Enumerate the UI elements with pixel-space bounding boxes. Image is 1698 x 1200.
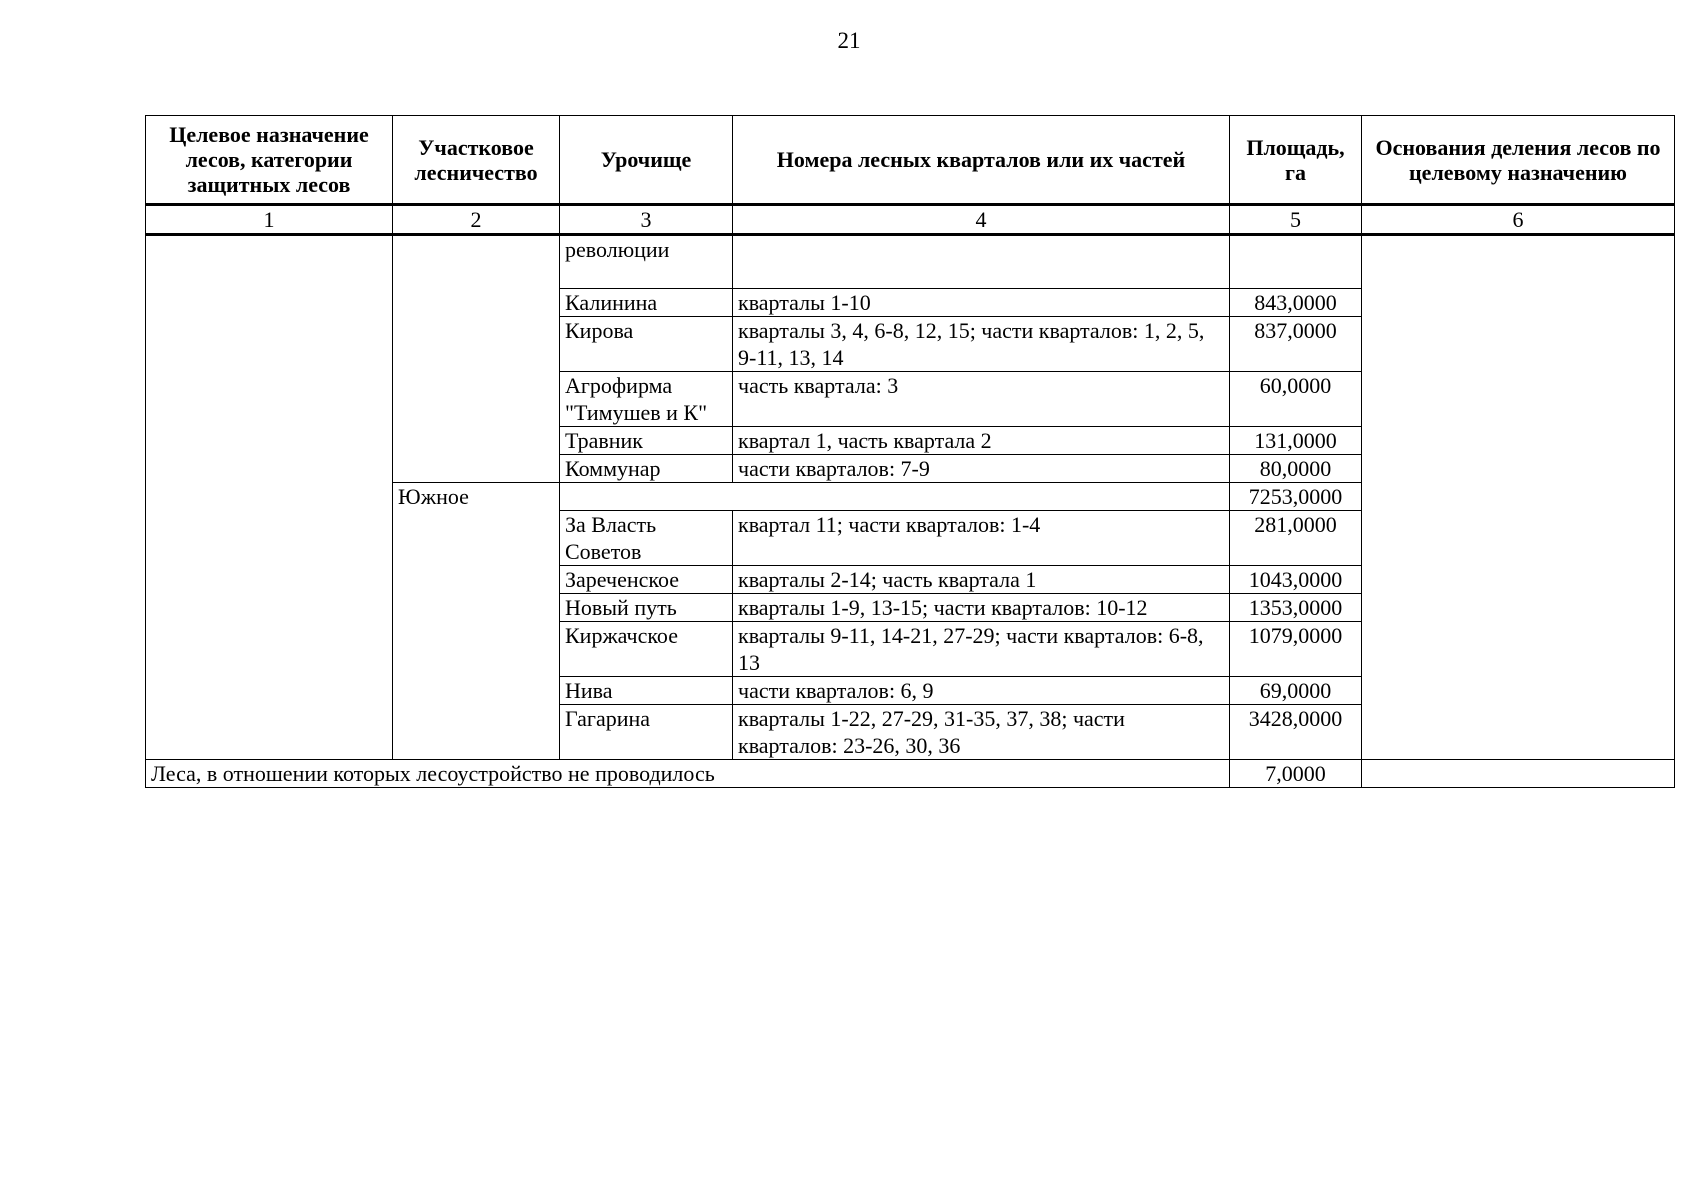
total-row <box>146 760 1675 788</box>
header-row <box>146 116 1675 205</box>
tract-cell: Зареченское <box>560 566 733 594</box>
purpose-cell <box>146 235 393 760</box>
quarters-cell: кварталы 3, 4, 6-8, 12, 15; части кварталов: 1, 2, 5, 9-11, 13, 14 <box>733 317 1230 372</box>
tract-cell: Агрофирма "Тимушев и К" <box>560 372 733 427</box>
column-number: 5 <box>1230 205 1362 235</box>
tract-cell: Калинина <box>560 289 733 317</box>
quarters-cell <box>733 235 1230 289</box>
area-cell: 69,0000 <box>1230 677 1362 705</box>
area-cell: 60,0000 <box>1230 372 1362 427</box>
area-cell: 80,0000 <box>1230 455 1362 483</box>
total-label: Леса, в отношении которых лесоустройство не проводилось <box>146 760 1230 788</box>
tract-cell: Кирова <box>560 317 733 372</box>
header-basis: Основания деления лесов по целевому назначению <box>1362 116 1675 205</box>
quarters-cell: кварталы 1-22, 27-29, 31-35, 37, 38; части кварталов: 23-26, 30, 36 <box>733 705 1230 760</box>
header-area: Площадь, га <box>1230 116 1362 205</box>
header-district: Участковое лесничество <box>393 116 560 205</box>
area-cell: 837,0000 <box>1230 317 1362 372</box>
column-number: 2 <box>393 205 560 235</box>
tract-cell: революции <box>560 235 733 289</box>
tract-cell: Гагарина <box>560 705 733 760</box>
table-row <box>146 235 1675 289</box>
tract-cell: Коммунар <box>560 455 733 483</box>
area-cell: 843,0000 <box>1230 289 1362 317</box>
total-basis-cell <box>1362 760 1675 788</box>
column-number: 4 <box>733 205 1230 235</box>
quarters-cell: части кварталов: 7-9 <box>733 455 1230 483</box>
area-cell <box>1230 235 1362 289</box>
basis-cell <box>1362 235 1675 760</box>
forest-division-table <box>145 115 1675 788</box>
header-tract: Урочище <box>560 116 733 205</box>
quarters-cell: квартал 11; части кварталов: 1-4 <box>733 511 1230 566</box>
quarters-cell: часть квартала: 3 <box>733 372 1230 427</box>
quarters-cell: кварталы 1-9, 13-15; части кварталов: 10-12 <box>733 594 1230 622</box>
area-cell: 1079,0000 <box>1230 622 1362 677</box>
tract-cell: За Власть Советов <box>560 511 733 566</box>
area-cell: 131,0000 <box>1230 427 1362 455</box>
area-cell: 3428,0000 <box>1230 705 1362 760</box>
column-number: 1 <box>146 205 393 235</box>
tract-cell: Нива <box>560 677 733 705</box>
tract-cell: Травник <box>560 427 733 455</box>
district-cell: Южное <box>393 483 560 760</box>
quarters-cell: кварталы 9-11, 14-21, 27-29; части кварталов: 6-8, 13 <box>733 622 1230 677</box>
quarters-cell: кварталы 2-14; часть квартала 1 <box>733 566 1230 594</box>
district-cell <box>393 235 560 483</box>
column-number: 6 <box>1362 205 1675 235</box>
total-area: 7,0000 <box>1230 760 1362 788</box>
page-number: 21 <box>837 28 861 53</box>
tract-cell: Киржачское <box>560 622 733 677</box>
tract-cell: Новый путь <box>560 594 733 622</box>
column-number-row <box>146 205 1675 235</box>
quarters-cell: части кварталов: 6, 9 <box>733 677 1230 705</box>
header-purpose: Целевое назначение лесов, категории защитных лесов <box>146 116 393 205</box>
quarters-cell: квартал 1, часть квартала 2 <box>733 427 1230 455</box>
area-cell: 281,0000 <box>1230 511 1362 566</box>
district-area-cell: 7253,0000 <box>1230 483 1362 511</box>
area-cell: 1043,0000 <box>1230 566 1362 594</box>
column-number: 3 <box>560 205 733 235</box>
area-cell: 1353,0000 <box>1230 594 1362 622</box>
quarters-cell: кварталы 1-10 <box>733 289 1230 317</box>
district-blank-cell <box>560 483 1230 511</box>
header-quarters: Номера лесных кварталов или их частей <box>733 116 1230 205</box>
